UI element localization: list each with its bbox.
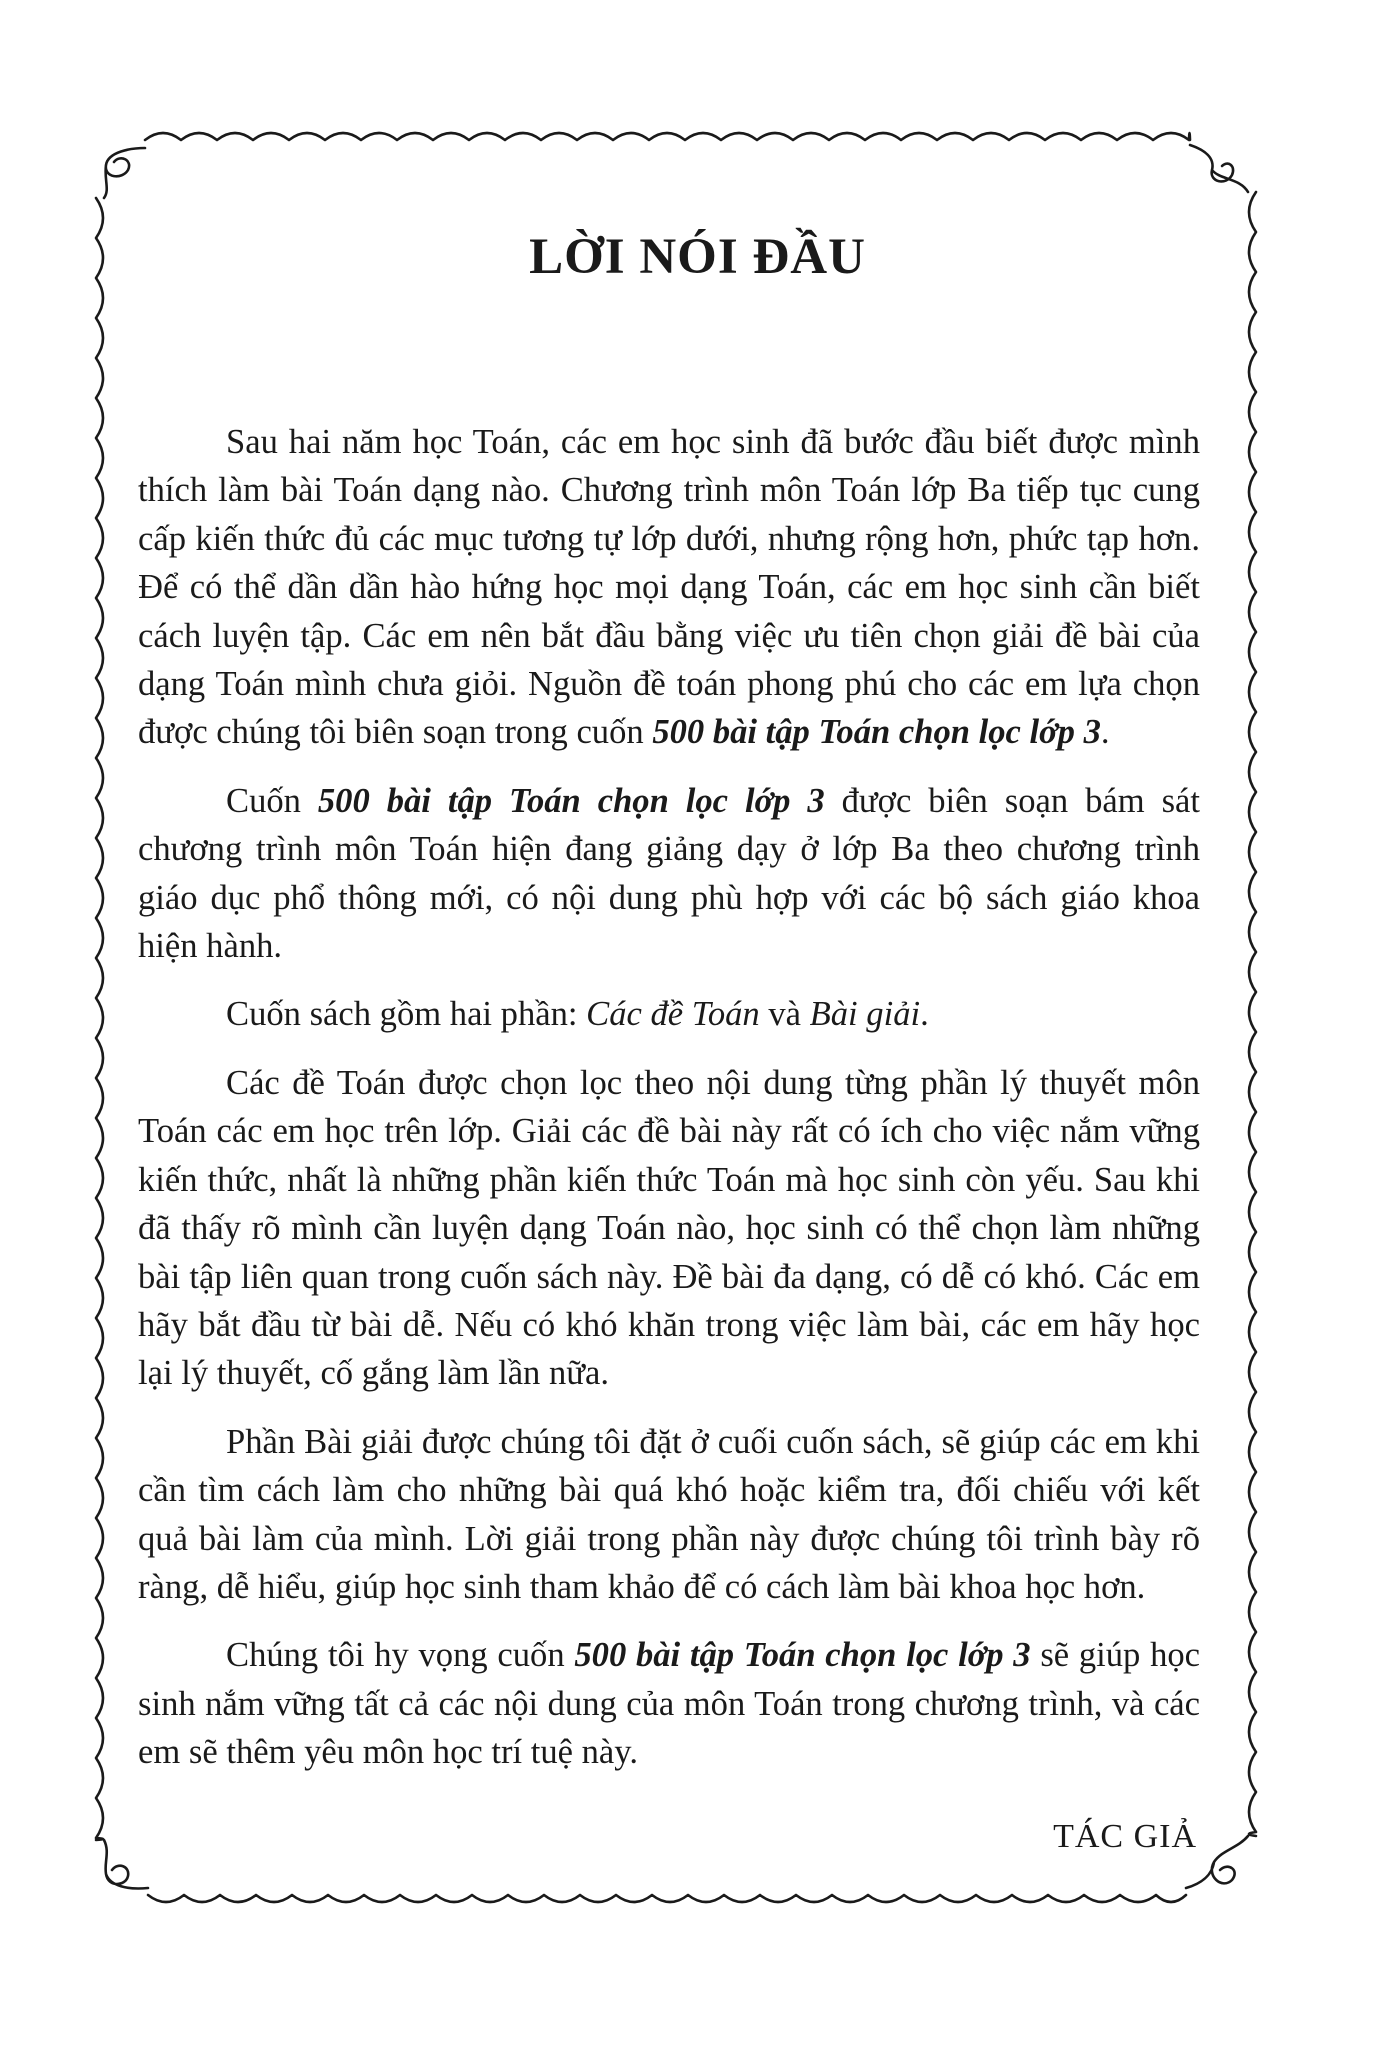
part-name-exercises: Các đề Toán (586, 995, 760, 1034)
paragraph-solutions: Phần Bài giải được chúng tôi đặt ở cuối cuốn sách, sẽ giúp các em khi cần tìm cách làm cho những bài quá khó hoặc kiểm tra, đối chiếu với kết quả bài làm của mình. Lời giải trong phần này được chúng tôi trình bày rõ ràng, dễ hiểu, giúp học sinh tham khảo để có cách làm bài khoa học hơn. (138, 1422, 1200, 1606)
book-title: 500 bài tập Toán chọn lọc lớp 3 (317, 781, 825, 820)
book-title: 500 bài tập Toán chọn lọc lớp 3 (652, 713, 1101, 752)
page-title: LỜI NÓI ĐẦU (529, 229, 866, 285)
paragraph-intro: Sau hai năm học Toán, các em học sinh đã bước đầu biết được mình thích làm bài Toán dạng nào. Chương trình môn Toán lớp Ba tiếp tục cung cấp kiến thức đủ các mục tương tự lớp dưới, nhưng rộng hơn, phức tạp hơn. Để có thể dần dần hào hứng học mọi dạng Toán, các em học sinh cần biết cách luyện tập. Các em nên bắt đầu bằng việc ưu tiên chọn giải đề bài của dạng Toán mình chưa giỏi. Nguồn đề toán phong phú cho các em lựa chọn được chúng tôi biên soạn trong cuốn 500 bài tập Toán chọn lọc lớp 3. (138, 423, 1200, 752)
paragraph-closing: Chúng tôi hy vọng cuốn 500 bài tập Toán chọn lọc lớp 3 sẽ giúp học sinh nắm vững tất cả các nội dung của môn Toán trong chương trình, và các em sẽ thêm yêu môn học trí tuệ này. (138, 1636, 1201, 1772)
paragraph-exercises: Các đề Toán được chọn lọc theo nội dung từng phần lý thuyết môn Toán các em học trên lớp. Giải các đề bài này rất có ích cho việc nắm vững kiến thức, nhất là những phần kiến thức Toán mà học sinh còn yếu. Sau khi đã thấy rõ mình cần luyện dạng Toán nào, học sinh có thể chọn làm những bài tập liên quan trong cuốn sách này. Đề bài đa dạng, có dễ có khó. Các em hãy bắt đầu từ bài dễ. Nếu có khó khăn trong việc làm bài, các em hãy học lại lý thuyết, cố gắng làm lần nữa. (138, 1063, 1200, 1393)
paragraph-book-description: Cuốn 500 bài tập Toán chọn lọc lớp 3 được biên soạn bám sát chương trình môn Toán hiện đang giảng dạy ở lớp Ba theo chương trình giáo dục phổ thông mới, có nội dung phù hợp với các bộ sách giáo khoa hiện hành. (138, 781, 1200, 966)
book-title: 500 bài tập Toán chọn lọc lớp 3 (574, 1636, 1031, 1675)
part-name-solutions: Bài giải (809, 995, 921, 1034)
author-signature: TÁC GIẢ (1053, 1818, 1197, 1855)
corner-flourish-top-left (104, 148, 145, 198)
border-bottom-edge (148, 1895, 1186, 1902)
border-top-edge (145, 133, 1190, 140)
border-left-edge (96, 198, 103, 1840)
border-right-edge (1249, 192, 1256, 1836)
corner-flourish-top-right (1190, 145, 1248, 192)
paragraph-structure: Cuốn sách gồm hai phần: Các đề Toán và Bài giải. (226, 995, 929, 1034)
preface-body (138, 418, 1200, 1797)
corner-flourish-bottom-left (104, 1840, 148, 1888)
